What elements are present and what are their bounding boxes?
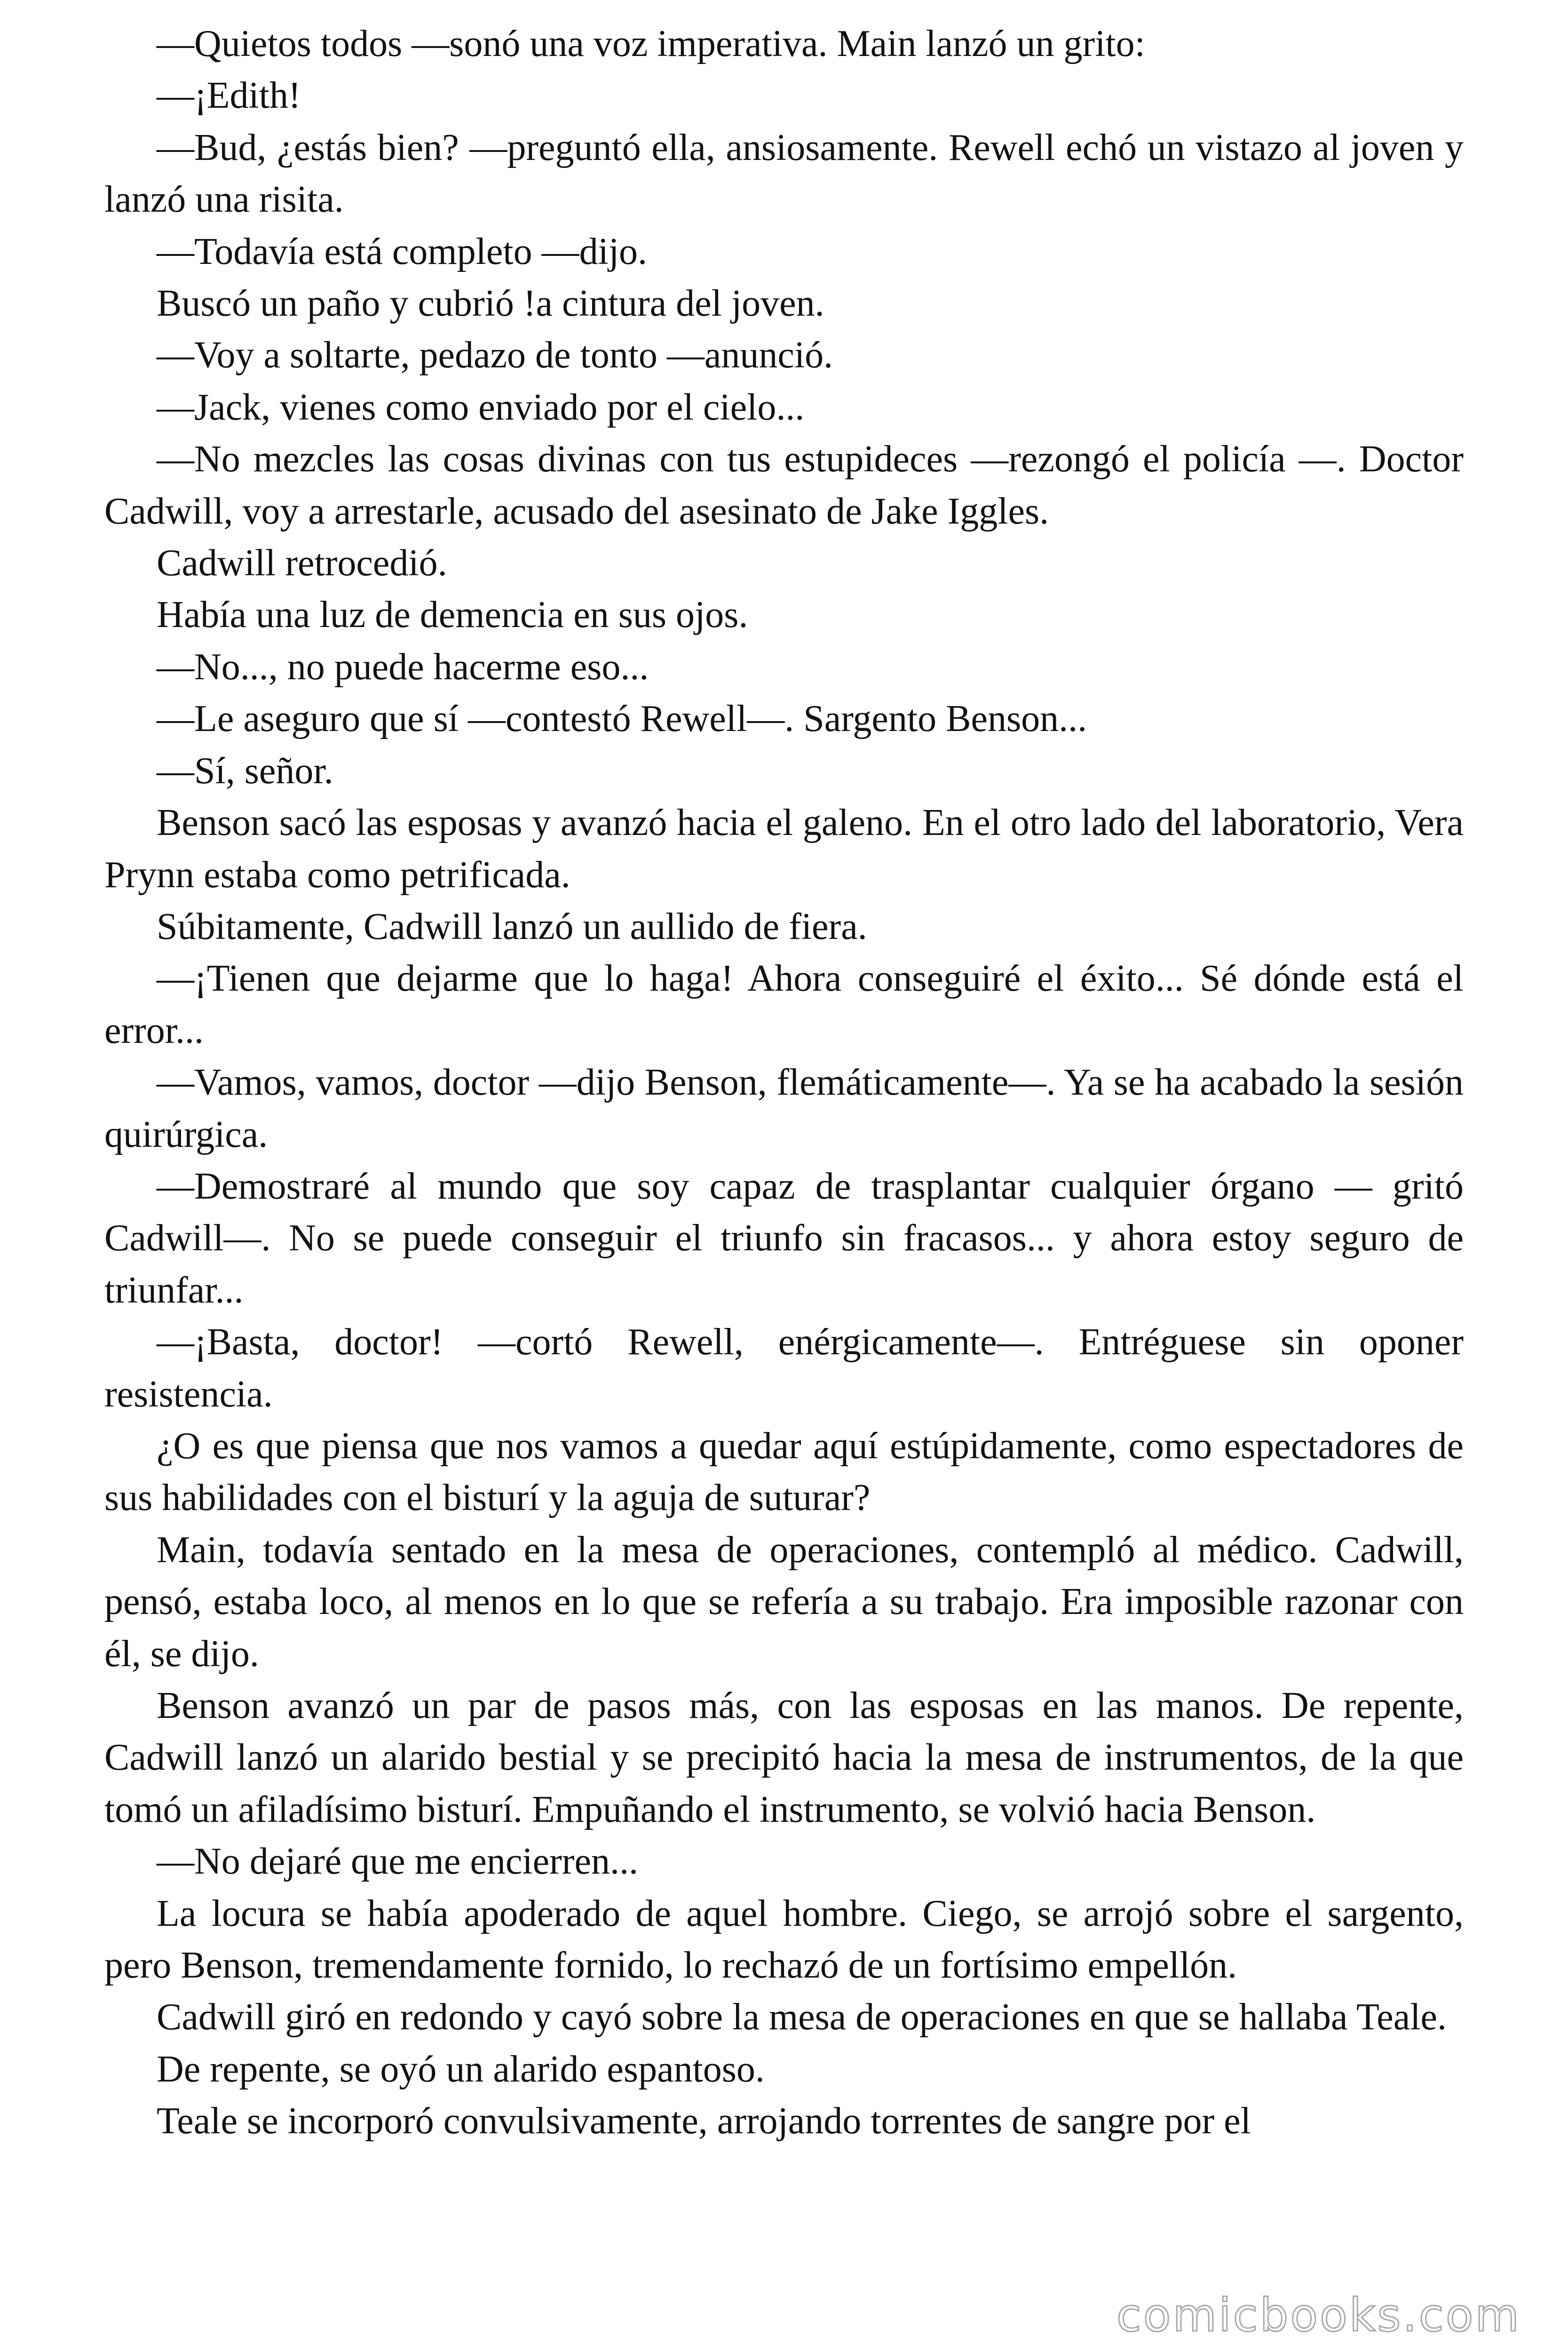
- paragraph: —Vamos, vamos, doctor —dijo Benson, flemáticamente—. Ya se ha acabado la sesión quirúrgica.: [104, 1062, 1464, 1155]
- book-page: [104, 18, 1464, 2342]
- paragraph: Main, todavía sentado en la mesa de operaciones, contempló al médico. Cadwill, pensó, estaba loco, al menos en lo que se refería a su trabajo. Era imposible razonar con él, se dijo.: [104, 1529, 1464, 1675]
- paragraph: Había una luz de demencia en sus ojos.: [157, 594, 748, 636]
- paragraph: —Quietos todos —sonó una voz imperativa. Main lanzó un grito:: [157, 23, 1145, 64]
- paragraph: —Jack, vienes como enviado por el cielo...: [157, 386, 805, 428]
- paragraph: Benson sacó las esposas y avanzó hacia el galeno. En el otro lado del laboratorio, Vera Prynn estaba como petrificada.: [104, 802, 1464, 896]
- paragraph: Benson avanzó un par de pasos más, con las esposas en las manos. De repente, Cadwill lanzó un alarido bestial y se precipitó hacia la mesa de instrumentos, de la que tomó un afiladísimo bisturí. Empuñando el instrumento, se volvió hacia Benson.: [104, 1685, 1464, 1830]
- paragraph: —¡Edith!: [157, 75, 301, 117]
- paragraph: —Sí, señor.: [157, 750, 333, 792]
- paragraph: —No dejaré que me encierren...: [157, 1841, 638, 1883]
- paragraph: —¡Tienen que dejarme que lo haga! Ahora conseguiré el éxito... Sé dónde está el error...: [104, 958, 1464, 1051]
- paragraph: Cadwill retrocedió.: [157, 542, 447, 584]
- paragraph: —Demostraré al mundo que soy capaz de trasplantar cualquier órgano — gritó Cadwill—. No se puede conseguir el triunfo sin fracasos... y ahora estoy seguro de triunfar...: [104, 1165, 1464, 1311]
- paragraph: —¡Basta, doctor! —cortó Rewell, enérgicamente—. Entréguese sin oponer resistencia.: [104, 1321, 1464, 1415]
- paragraph: —Bud, ¿estás bien? —preguntó ella, ansiosamente. Rewell echó un vistazo al joven y lanzó una risita.: [104, 127, 1464, 221]
- paragraph: Cadwill giró en redondo y cayó sobre la mesa de operaciones en que se hallaba Teale.: [157, 1996, 1447, 2038]
- paragraph: —Todavía está completo —dijo.: [157, 230, 648, 272]
- paragraph: ¿O es que piensa que nos vamos a quedar aquí estúpidamente, como espectadores de sus habilidades con el bisturí y la aguja de suturar?: [104, 1425, 1464, 1519]
- paragraph: —No..., no puede hacerme eso...: [157, 646, 649, 688]
- paragraph: De repente, se oyó un alarido espantoso.: [157, 2048, 765, 2090]
- paragraph: Súbitamente, Cadwill lanzó un aullido de fiera.: [157, 906, 867, 947]
- watermark: comicbooks.com: [1116, 2289, 1521, 2342]
- paragraph: —Le aseguro que sí —contestó Rewell—. Sargento Benson...: [157, 698, 1087, 740]
- paragraph: —No mezcles las cosas divinas con tus estupideces —rezongó el policía —. Doctor Cadwill, voy a arrestarle, acusado del asesinato de Jake Iggles.: [104, 438, 1464, 532]
- paragraph: Teale se incorporó convulsivamente, arrojando torrentes de sangre por el: [157, 2100, 1251, 2142]
- paragraph: Buscó un paño y cubrió !a cintura del joven.: [157, 283, 824, 325]
- paragraph: La locura se había apoderado de aquel hombre. Ciego, se arrojó sobre el sargento, pero Benson, tremendamente fornido, lo rechazó de un fortísimo empellón.: [104, 1892, 1464, 1986]
- paragraph: —Voy a soltarte, pedazo de tonto —anunció.: [157, 334, 833, 376]
